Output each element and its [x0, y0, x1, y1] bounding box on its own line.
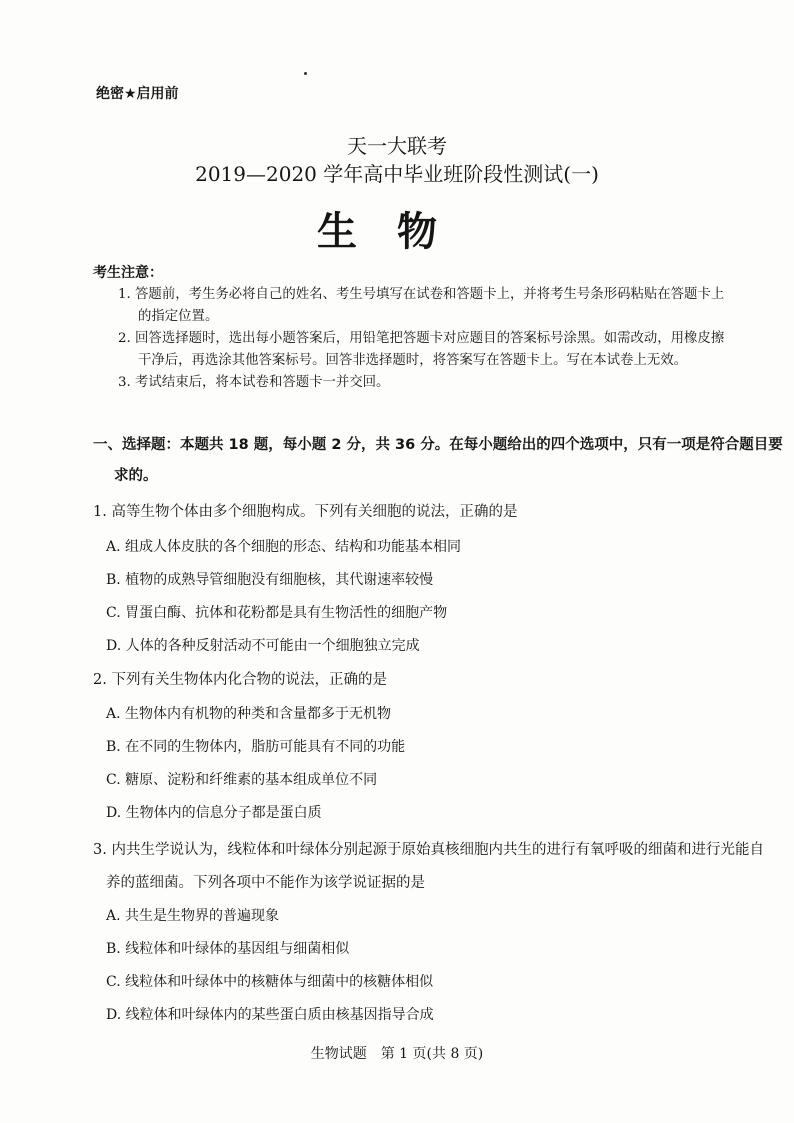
notice-title: 考生注意：	[93, 265, 163, 281]
section-heading-cont: 求的。	[114, 468, 158, 484]
notice-line: 2. 回答选择题时，选出每小题答案后，用铅笔把答题卡对应题目的答案标号涂黑。如需改动，用橡皮擦	[118, 331, 725, 346]
subject-title: 生物	[317, 209, 477, 255]
option-b: B. 在不同的生物体内，脂肪可能具有不同的功能	[106, 739, 406, 755]
notice-line: 的指定位置。	[138, 309, 219, 324]
option-d: D. 线粒体和叶绿体内的某些蛋白质由核基因指导合成	[106, 1007, 434, 1023]
question-stem: 2. 下列有关生物体内化合物的说法，正确的是	[93, 672, 387, 688]
exam-year-title: 2019—2020 学年高中毕业班阶段性测试(一)	[195, 162, 599, 186]
notice-line: 1. 答题前，考生务必将自己的姓名、考生号填写在试卷和答题卡上，并将考生号条形码粘贴在答题卡上	[118, 287, 725, 302]
question-stem: 1. 高等生物个体由多个细胞构成。下列有关细胞的说法，正确的是	[93, 504, 518, 520]
option-c: C. 线粒体和叶绿体中的核糖体与细菌中的核糖体相似	[106, 974, 434, 990]
exam-name: 天一大联考	[347, 134, 447, 158]
page-footer: 生物试题 第 1 页(共 8 页)	[310, 1046, 484, 1062]
option-c: C. 胃蛋白酶、抗体和花粉都是具有生物活性的细胞产物	[106, 605, 448, 621]
notice-line: 干净后，再选涂其他答案标号。回答非选择题时，将答案写在答题卡上。写在本试卷上无效。	[138, 353, 688, 368]
option-d: D. 人体的各种反射活动不可能由一个细胞独立完成	[106, 638, 420, 654]
option-b: B. 线粒体和叶绿体的基因组与细菌相似	[106, 941, 350, 957]
option-a: A. 生物体内有机物的种类和含量都多于无机物	[106, 706, 392, 722]
option-a: A. 组成人体皮肤的各个细胞的形态、结构和功能基本相同	[106, 539, 462, 555]
notice-line: 3. 考试结束后，将本试卷和答题卡一并交回。	[118, 375, 390, 390]
option-b: B. 植物的成熟导管细胞没有细胞核，其代谢速率较慢	[106, 572, 434, 588]
option-c: C. 糖原、淀粉和纤维素的基本组成单位不同	[106, 772, 378, 788]
option-d: D. 生物体内的信息分子都是蛋白质	[106, 805, 322, 821]
question-stem: 3. 内共生学说认为，线粒体和叶绿体分别起源于原始真核细胞内共生的进行有氧呼吸的细菌和进行光能自	[93, 842, 764, 858]
section-heading: 一、选择题：本题共 18 题，每小题 2 分，共 36 分。在每小题给出的四个选项中，只有一项是符合题目要	[93, 437, 783, 453]
print-speck	[304, 72, 307, 75]
question-stem-cont: 养的蓝细菌。下列各项中不能作为该学说证据的是	[106, 875, 425, 891]
option-a: A. 共生是生物界的普遍现象	[106, 908, 280, 924]
confidential-label: 绝密★启用前	[96, 86, 179, 102]
